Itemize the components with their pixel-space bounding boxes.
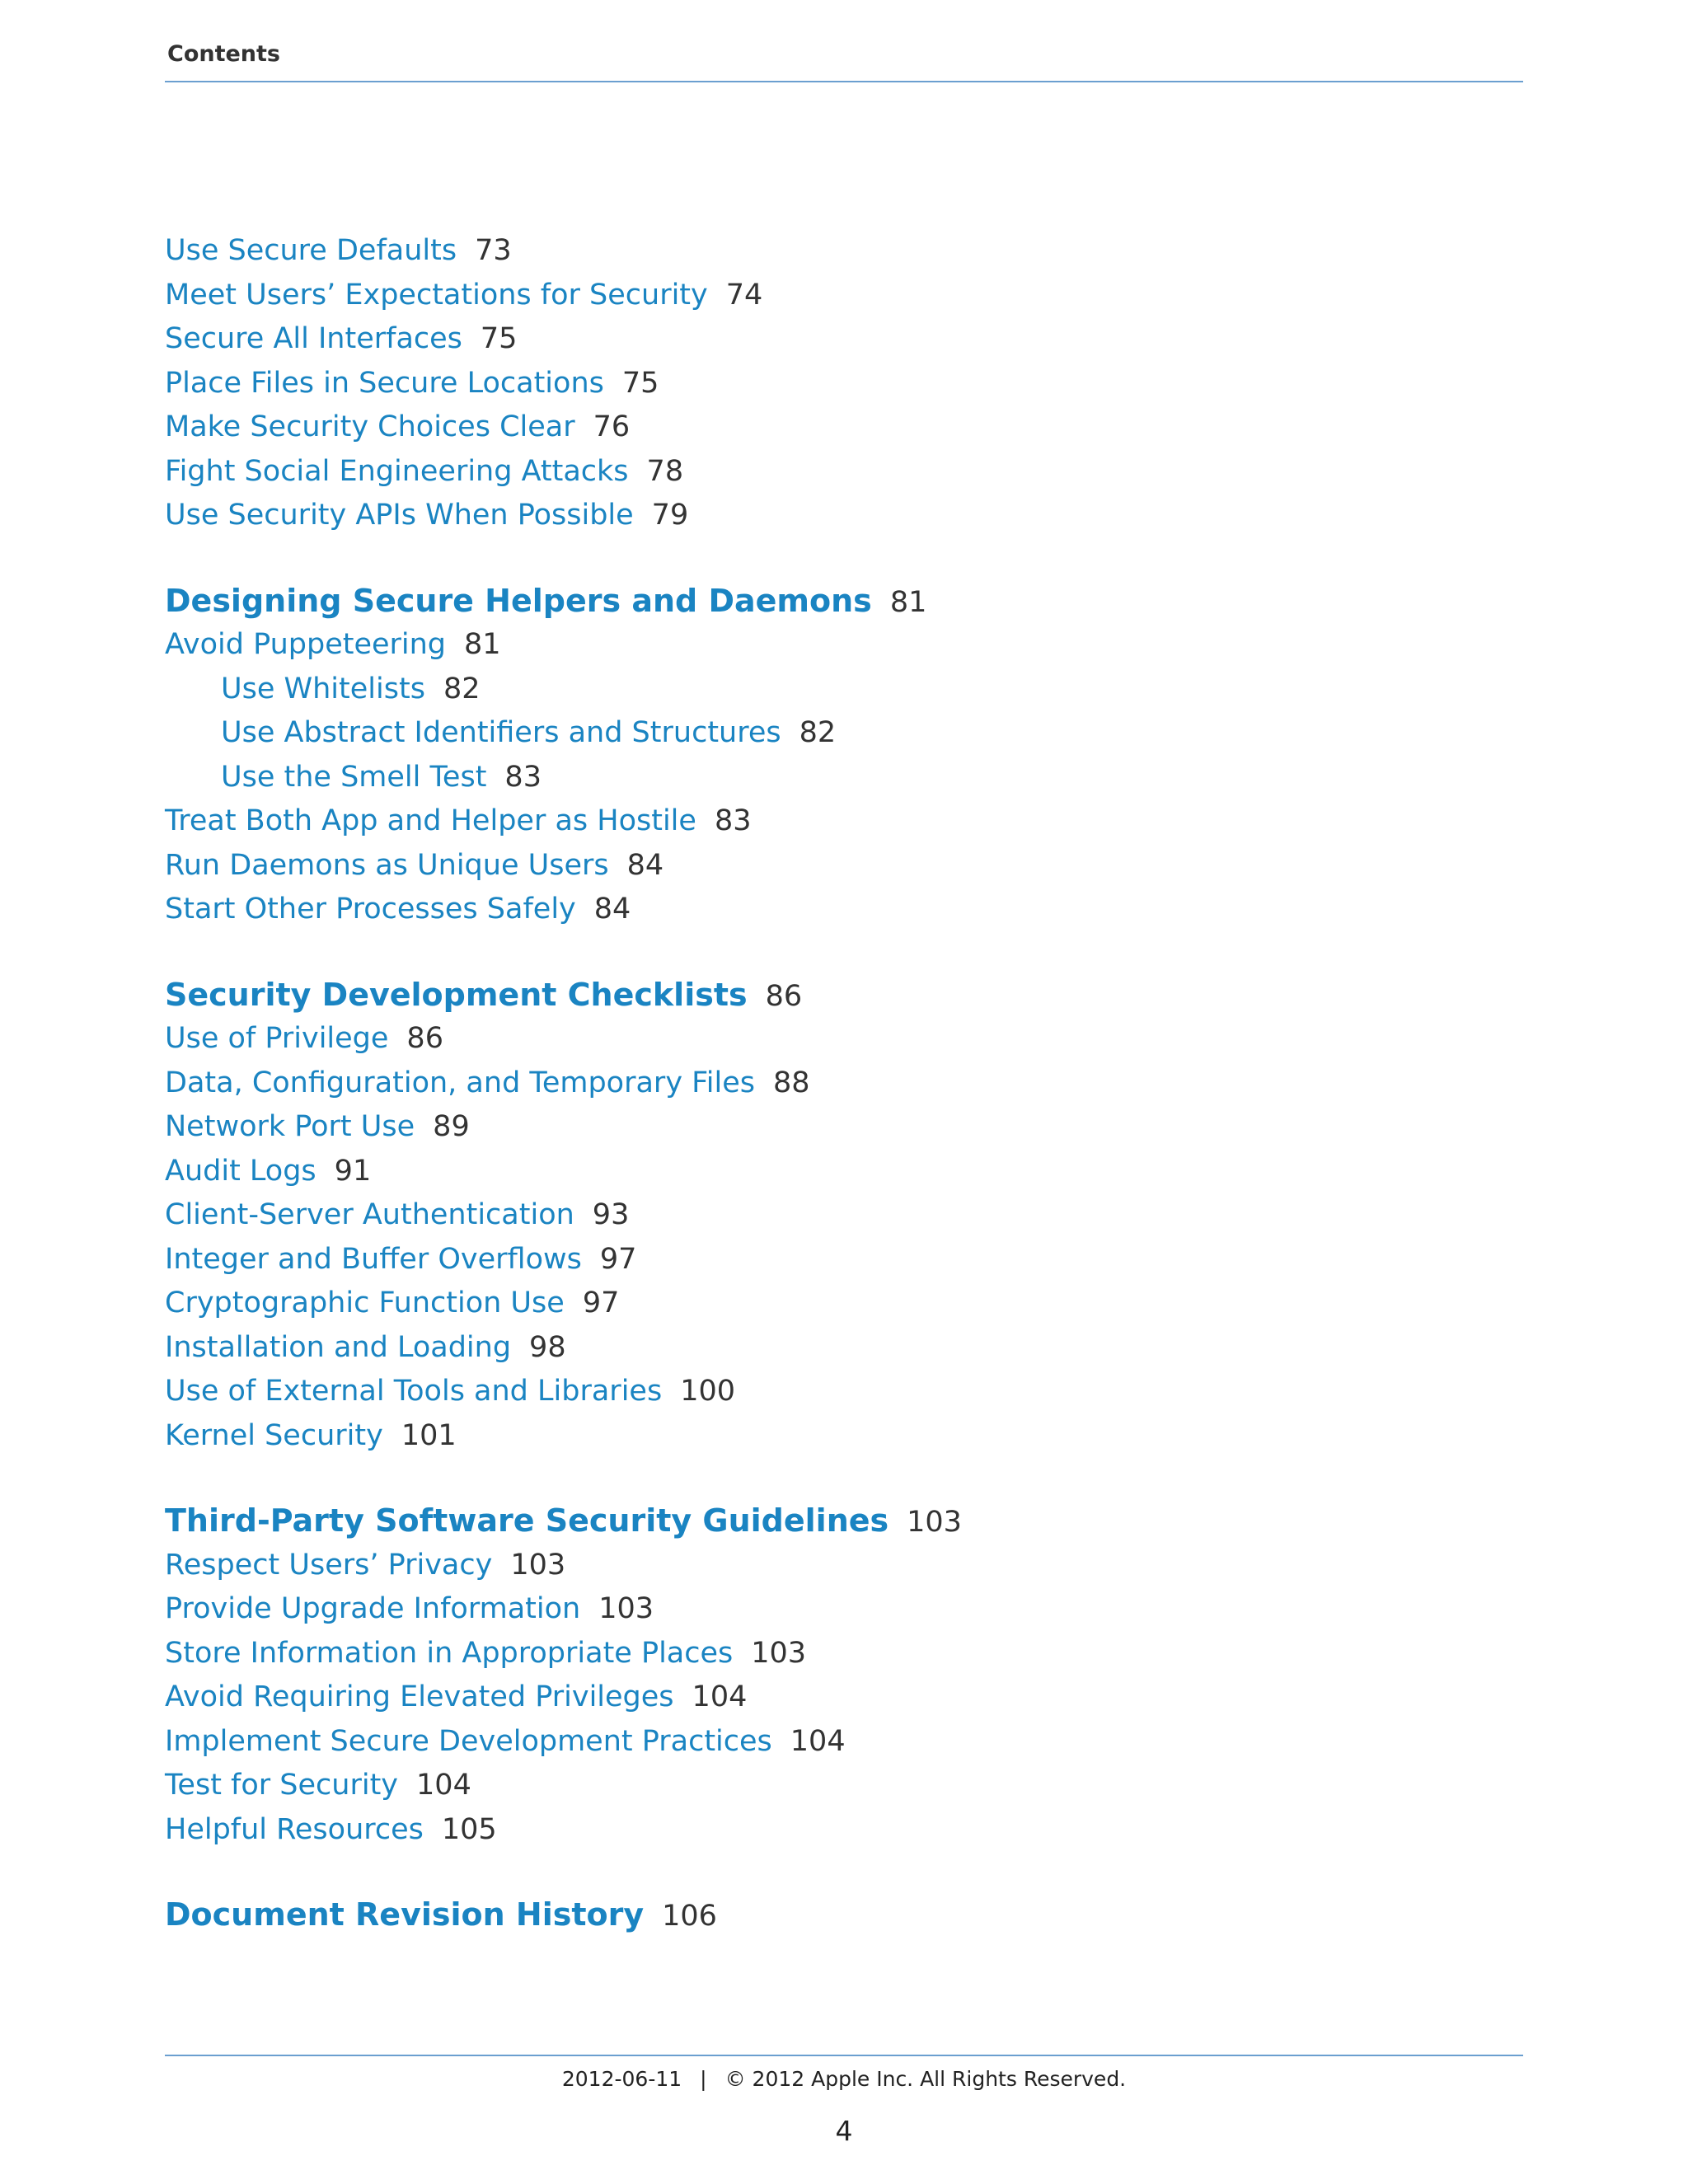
toc-entry-page-number: 93 <box>592 1198 630 1231</box>
toc-entry-page-number: 101 <box>401 1418 457 1452</box>
toc-entry-page-number: 82 <box>799 716 837 749</box>
toc-entry-page-number: 75 <box>480 322 518 355</box>
toc-entry-link[interactable]: Designing Secure Helpers and Daemons <box>165 582 872 619</box>
toc-entry-link[interactable]: Respect Users’ Privacy <box>165 1548 493 1582</box>
toc-entry-link[interactable]: Security Development Checklists <box>165 976 748 1013</box>
toc-entry-page-number: 104 <box>790 1724 846 1758</box>
toc-entry-link[interactable]: Make Security Choices Clear <box>165 410 575 443</box>
toc-entry-link[interactable]: Place Files in Secure Locations <box>165 366 604 400</box>
toc-subsection-entry[interactable] <box>221 669 480 714</box>
toc-section-entry[interactable] <box>165 275 762 320</box>
toc-entry-page-number: 79 <box>651 499 689 532</box>
toc-entry-page-number: 88 <box>772 1066 810 1099</box>
toc-entry-link[interactable]: Client-Server Authentication <box>165 1198 574 1231</box>
toc-entry-page-number: 83 <box>504 760 542 794</box>
toc-section-entry[interactable] <box>165 319 517 363</box>
toc-entry-link[interactable]: Start Other Processes Safely <box>165 893 576 926</box>
toc-section-entry[interactable] <box>165 1765 471 1810</box>
toc-section-entry[interactable] <box>165 1151 371 1196</box>
toc-entry-link[interactable]: Third-Party Software Security Guidelines <box>165 1502 889 1539</box>
toc-section-entry[interactable] <box>165 1810 497 1854</box>
toc-entry-link[interactable]: Use Secure Defaults <box>165 234 457 267</box>
toc-chapter-entry[interactable] <box>165 1895 717 1939</box>
toc-entry-link[interactable]: Test for Security <box>165 1769 399 1802</box>
toc-entry-page-number: 97 <box>582 1286 620 1319</box>
toc-section-entry[interactable] <box>165 452 683 496</box>
toc-entry-page-number: 89 <box>433 1110 470 1143</box>
toc-section-entry[interactable] <box>165 363 659 408</box>
toc-entry-link[interactable]: Network Port Use <box>165 1110 415 1143</box>
toc-entry-link[interactable]: Kernel Security <box>165 1418 383 1452</box>
toc-entry-link[interactable]: Use of External Tools and Libraries <box>165 1375 663 1408</box>
toc-section-entry[interactable] <box>165 407 630 452</box>
toc-entry-link[interactable]: Run Daemons as Unique Users <box>165 848 609 882</box>
toc-chapter-entry[interactable] <box>165 975 802 1019</box>
toc-entry-page-number: 91 <box>334 1154 372 1188</box>
toc-entry-page-number: 103 <box>907 1506 962 1539</box>
toc-entry-link[interactable]: Secure All Interfaces <box>165 322 462 355</box>
toc-section-entry[interactable] <box>165 1589 654 1633</box>
toc-section-entry[interactable] <box>165 1722 846 1766</box>
toc-entry-link[interactable]: Use Whitelists <box>221 672 425 705</box>
toc-entry-link[interactable]: Implement Secure Development Practices <box>165 1724 772 1758</box>
footer-line <box>0 2067 1688 2091</box>
toc-entry-page-number: 103 <box>598 1592 654 1625</box>
toc-entry-link[interactable]: Avoid Puppeteering <box>165 628 447 661</box>
toc-entry-page-number: 97 <box>599 1242 637 1276</box>
toc-entry-page-number: 82 <box>443 672 481 705</box>
toc-entry-link[interactable]: Fight Social Engineering Attacks <box>165 454 629 488</box>
toc-entry-page-number: 103 <box>510 1548 566 1582</box>
toc-section-entry[interactable] <box>165 1371 735 1416</box>
toc-entry-link[interactable]: Treat Both App and Helper as Hostile <box>165 804 696 837</box>
toc-entry-link[interactable]: Document Revision History <box>165 1896 645 1933</box>
page-header-title: Contents <box>167 41 281 67</box>
toc-entry-page-number: 100 <box>680 1375 735 1408</box>
toc-entry-page-number: 86 <box>765 979 803 1013</box>
toc-section-entry[interactable] <box>165 801 751 846</box>
toc-section-entry[interactable] <box>165 1195 629 1240</box>
toc-entry-page-number: 104 <box>416 1769 471 1802</box>
toc-entry-page-number: 105 <box>441 1812 497 1846</box>
toc-entry-link[interactable]: Integer and Buffer Overflows <box>165 1242 582 1276</box>
toc-chapter-entry[interactable] <box>165 581 926 626</box>
footer-date: 2012-06-11 <box>561 2067 682 2091</box>
toc-entry-link[interactable]: Data, Configuration, and Temporary Files <box>165 1066 755 1099</box>
toc-entry-page-number: 103 <box>751 1636 807 1670</box>
toc-entry-link[interactable]: Use Security APIs When Possible <box>165 499 634 532</box>
toc-section-entry[interactable] <box>165 1677 747 1722</box>
toc-chapter-entry[interactable] <box>165 1501 962 1545</box>
footer-copyright: © 2012 Apple Inc. All Rights Reserved. <box>724 2067 1127 2091</box>
toc-section-entry[interactable] <box>165 846 663 890</box>
toc-entry-page-number: 83 <box>714 804 752 837</box>
toc-entry-link[interactable]: Audit Logs <box>165 1154 316 1188</box>
header-divider <box>165 81 1523 82</box>
toc-entry-link[interactable]: Use Abstract Identifiers and Structures <box>221 716 781 749</box>
toc-entry-page-number: 81 <box>464 628 501 661</box>
toc-entry-page-number: 84 <box>626 848 664 882</box>
toc-entry-page-number: 86 <box>406 1022 443 1055</box>
toc-entry-link[interactable]: Provide Upgrade Information <box>165 1592 581 1625</box>
footer-divider <box>165 2055 1523 2056</box>
toc-section-entry[interactable] <box>165 231 512 275</box>
toc-section-entry[interactable] <box>165 1019 443 1063</box>
toc-entry-page-number: 104 <box>692 1680 748 1713</box>
toc-entry-link[interactable]: Use of Privilege <box>165 1022 389 1055</box>
toc-section-entry[interactable] <box>165 1545 565 1590</box>
toc-section-entry[interactable] <box>165 625 501 669</box>
toc-section-entry[interactable] <box>165 495 688 540</box>
toc-entry-page-number: 81 <box>889 585 927 619</box>
toc-entry-page-number: 84 <box>593 893 631 926</box>
toc-section-entry[interactable] <box>165 1283 619 1328</box>
toc-entry-page-number: 76 <box>593 410 631 443</box>
toc-entry-link[interactable]: Helpful Resources <box>165 1812 424 1846</box>
toc-section-entry[interactable] <box>165 1107 470 1151</box>
toc-section-entry[interactable] <box>165 889 631 934</box>
toc-section-entry[interactable] <box>165 1328 566 1372</box>
toc-entry-page-number: 74 <box>725 278 763 312</box>
toc-entry-link[interactable]: Store Information in Appropriate Places <box>165 1636 734 1670</box>
toc-entry-page-number: 78 <box>646 454 684 488</box>
toc-section-entry[interactable] <box>165 1416 457 1460</box>
toc-entry-page-number: 106 <box>662 1900 717 1933</box>
toc-subsection-entry[interactable] <box>221 757 542 802</box>
toc-entry-link[interactable]: Cryptographic Function Use <box>165 1286 565 1319</box>
page-number: 4 <box>835 2115 853 2147</box>
toc-entry-page-number: 98 <box>529 1330 566 1364</box>
footer-separator: | <box>700 2067 707 2091</box>
toc-entry-link[interactable]: Use the Smell Test <box>221 760 487 794</box>
toc-subsection-entry[interactable] <box>221 713 836 757</box>
toc-section-entry[interactable] <box>165 1240 636 1284</box>
toc-entry-link[interactable]: Installation and Loading <box>165 1330 512 1364</box>
toc-entry-page-number: 73 <box>475 234 512 267</box>
toc-entry-page-number: 75 <box>621 366 659 400</box>
toc-entry-link[interactable]: Meet Users’ Expectations for Security <box>165 278 708 312</box>
toc-section-entry[interactable] <box>165 1063 810 1108</box>
toc-entry-link[interactable]: Avoid Requiring Elevated Privileges <box>165 1680 674 1713</box>
toc-section-entry[interactable] <box>165 1633 806 1678</box>
